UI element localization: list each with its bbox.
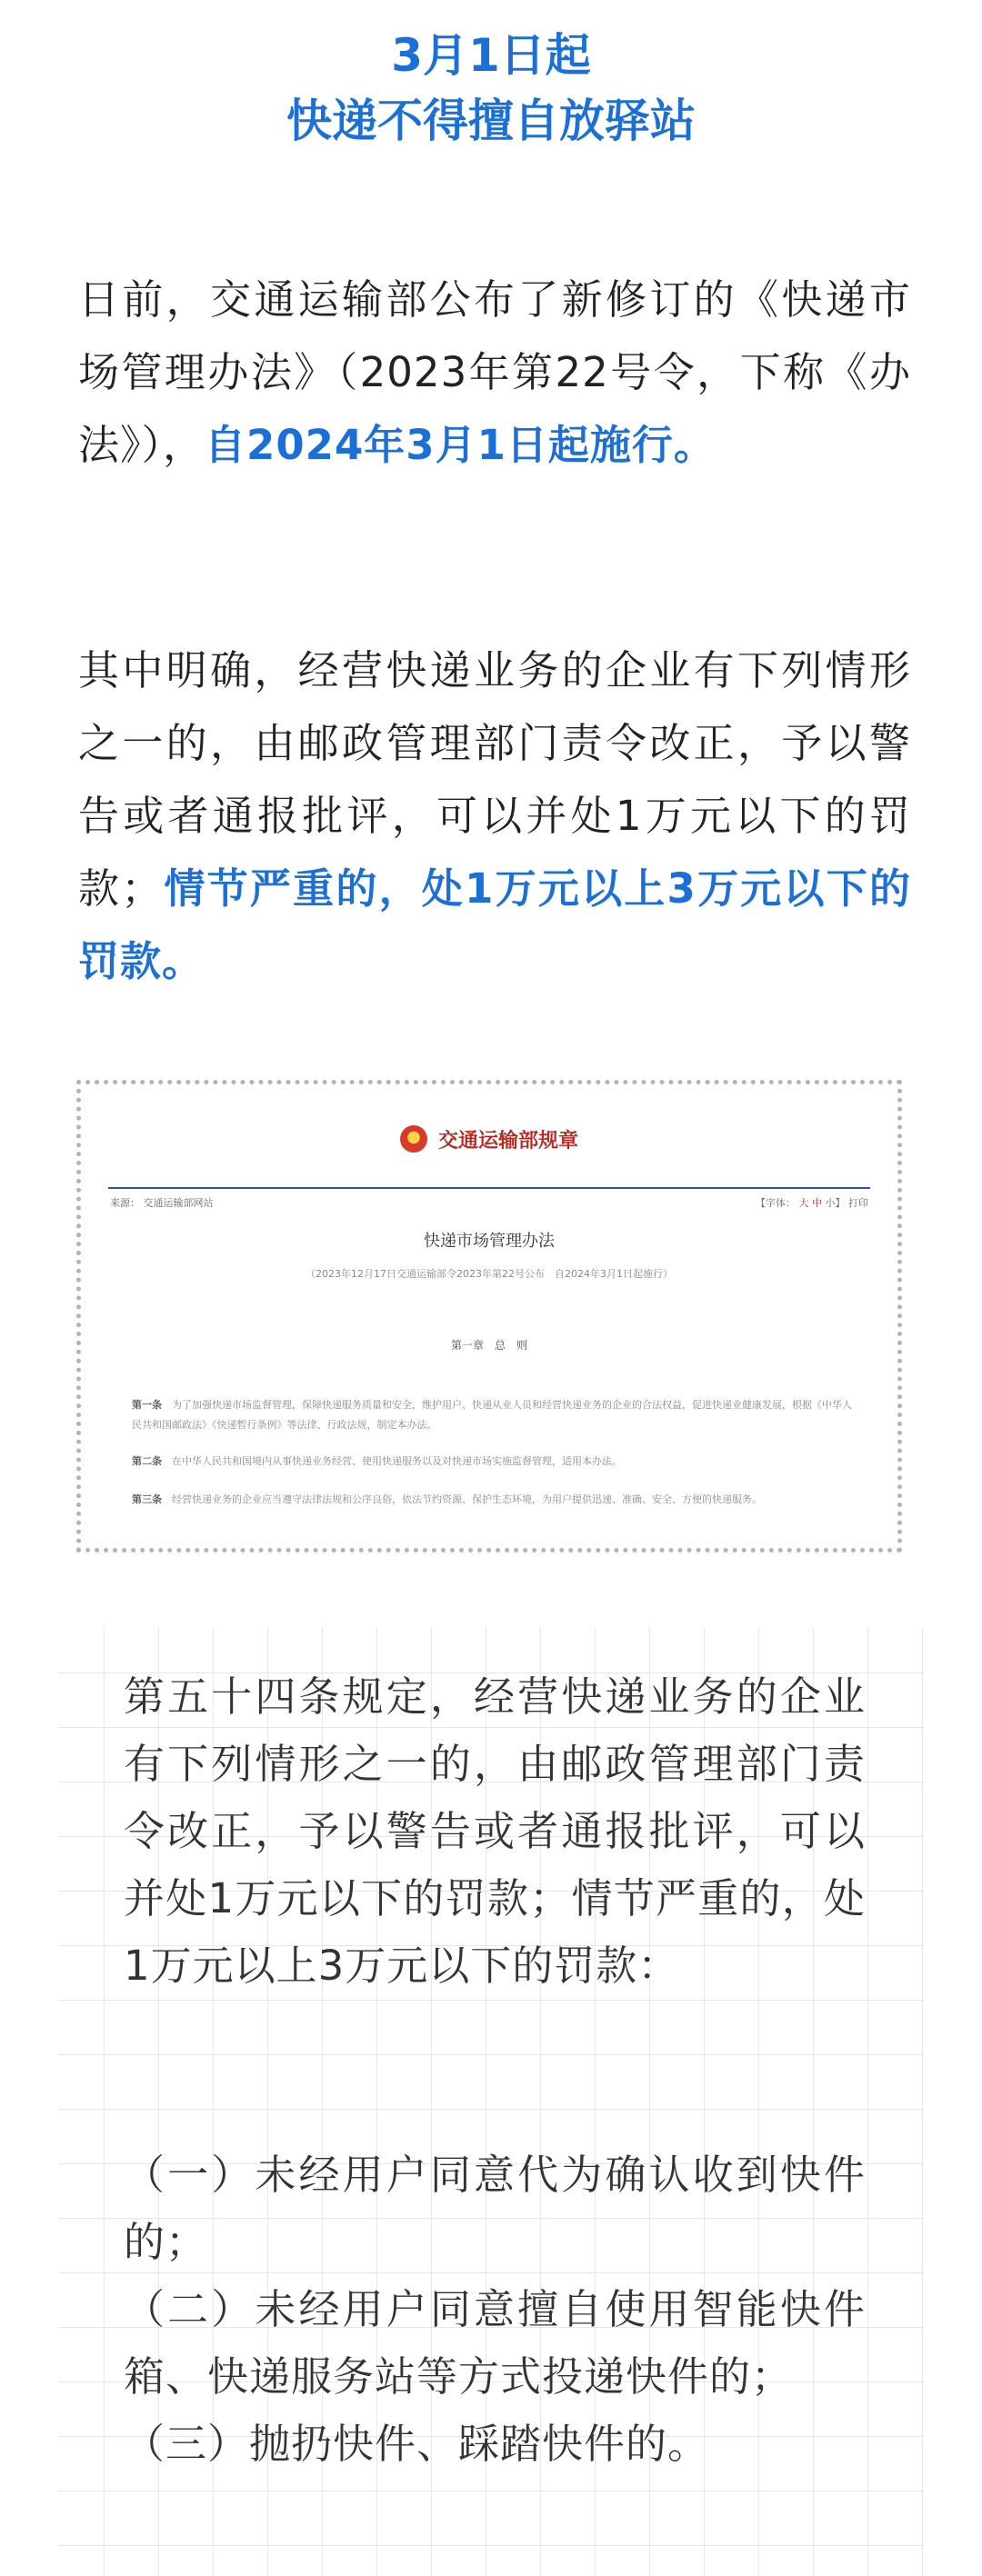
national-emblem-icon [400, 1125, 427, 1153]
headline [0, 0, 982, 154]
article-1-text: 为了加强快递市场监督管理，保障快递服务质量和安全，维护用户、快递从业人员和经营快递业务的企业的合法权益，促进快递业健康发展，根据《中华人民共和国邮政法》《快递暂行条例》等法律、行政法规，制定本办法。 [132, 1399, 852, 1431]
screenshot-source: 来源： 交通运输部网站 [110, 1197, 214, 1209]
list-item: （二）未经用户同意擅自使用智能快件箱、快递服务站等方式投递快件的； [124, 2285, 866, 2401]
screenshot-doc-title: 快递市场管理办法 [424, 1232, 555, 1251]
intro-text: 日前，交通运输部公布了新修订的《快递市场管理办法》（2023年第22号令，下称《办法》）， [78, 275, 911, 469]
screenshot-header [81, 1121, 897, 1157]
article-54-section [58, 1627, 924, 2576]
headline-line2: 快递不得擅自放驿站 [286, 95, 696, 147]
article-3-label: 第三条 [132, 1493, 162, 1505]
article-3-text: 经营快递业务的企业应当遵守法律法规和公序良俗，依法节约资源、保护生态环境，为用户提供迅速、准确、安全、方便的快递服务。 [172, 1493, 762, 1505]
font-size-medium: 中 [812, 1197, 822, 1209]
list-item: （三）抛扔快件、踩踏快件的。 [124, 2420, 710, 2468]
intro-highlight: 自2024年3月1日起施行。 [205, 421, 716, 469]
font-size-small: 小】 [825, 1197, 846, 1209]
screenshot-article-2 [132, 1452, 861, 1472]
headline-line1: 3月1日起 [391, 29, 591, 82]
intro-paragraph [78, 264, 911, 482]
screenshot-article-3 [132, 1490, 861, 1510]
rule-text: 其中明确，经营快递业务的企业有下列情形之一的，由邮政管理部门责令改正，予以警告或者通报批评，可以并处1万元以下的罚款； [78, 646, 911, 913]
screenshot-org-title: 交通运输部规章 [437, 1128, 578, 1153]
list-item: （一）未经用户同意代为确认收到快件的； [124, 2151, 866, 2266]
regulation-screenshot [76, 1080, 902, 1553]
screenshot-font-tools [756, 1195, 868, 1210]
font-size-large: 大 [798, 1197, 809, 1209]
rule-paragraph [78, 634, 911, 998]
article-54-items [124, 2142, 866, 2478]
screenshot-article-1 [132, 1395, 861, 1435]
screenshot-doc-subtitle: （2023年12月17日交通运输部令2023年第22号公布 自2024年3月1日起施行） [306, 1268, 673, 1280]
font-tools-label: 【字体： [756, 1197, 796, 1209]
screenshot-divider [108, 1187, 870, 1189]
article-1-label: 第一条 [132, 1399, 162, 1411]
article-54-intro: 第五十四条规定，经营快递业务的企业有下列情形之一的，由邮政管理部门责令改正，予以警告或者通报批评，可以并处1万元以下的罚款；情节严重的，处1万元以上3万元以下的罚款： [124, 1672, 866, 1990]
rule-highlight: 情节严重的，处1万元以上3万元以下的罚款。 [78, 864, 911, 985]
article-2-label: 第二条 [132, 1455, 162, 1467]
article-2-text: 在中华人民共和国境内从事快递业务经营、使用快递服务以及对快递市场实施监督管理，适用本办法。 [172, 1455, 622, 1467]
screenshot-chapter: 第一章 总 则 [450, 1339, 527, 1352]
print-link: 打印 [848, 1197, 868, 1209]
